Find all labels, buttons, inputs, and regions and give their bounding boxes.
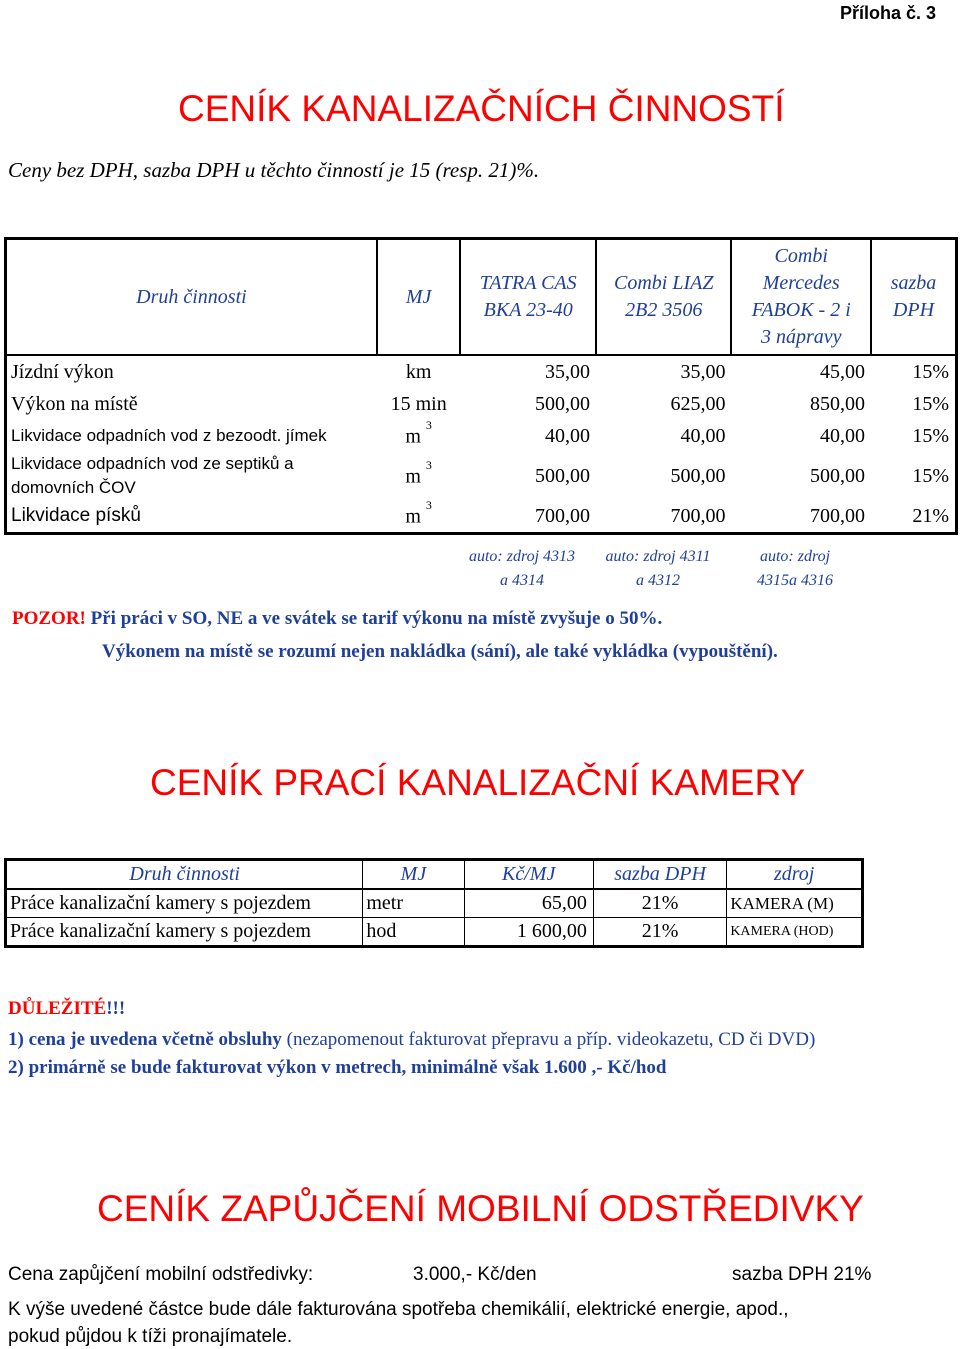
header-vat: sazba DPH [871,239,957,356]
table-header-row [6,239,957,356]
table-row: Práce kanalizační kamery s pojezdem hod 1 600,00 21% KAMERA (HOD) [6,918,863,947]
note-2: 2) primárně se bude fakturovat výkon v metrech, minimálně však 1.600 ,- Kč/hod [8,1057,667,1078]
source-liaz: auto: zdroj 4311 a 4312 [605,548,711,589]
rental-note-line2: pokud půjdou k tíži pronajímatele. [8,1326,293,1347]
rental-label: Cena zapůjčení mobilní odstředivky: [8,1264,314,1285]
table-row: Práce kanalizační kamery s pojezdem metr 65,00 21% KAMERA (M) [6,889,863,918]
header-liaz: Combi LIAZ 2B2 3506 [596,239,732,356]
table-row: Jízdní výkon km 35,00 35,00 45,00 15% [11,360,949,383]
header-price: Kč/MJ [464,860,593,890]
header-unit: MJ [377,239,461,356]
source-mercedes: auto: zdroj 4315a 4316 [757,548,833,589]
section1-title: CENÍK KANALIZAČNÍCH ČINNOSTÍ [178,88,785,129]
table-header-row [6,860,863,890]
section3-title: CENÍK ZAPŮJČENÍ MOBILNÍ ODSTŘEDIVKY [97,1188,864,1229]
table-row: Výkon na místě 15 min 500,00 625,00 850,00 15% [11,392,949,415]
section2-title: CENÍK PRACÍ KANALIZAČNÍ KAMERY [150,762,806,803]
warning-line1: POZOR! Při práci v SO, NE a ve svátek se tarif výkonu na místě zvyšuje o 50%. [12,608,663,629]
section1-subtitle: Ceny bez DPH, sazba DPH u těchto činností je 15 (resp. 21)%. [8,158,540,182]
rental-note-line1: K výše uvedené částce bude dále fakturována spotřeba chemikálií, elektrické energie, apod., [8,1299,789,1320]
camera-price-table [4,858,864,948]
header-vat: sazba DPH [593,860,726,890]
table-row: Likvidace odpadních vod ze septiků a domovních ČOV m $^3$ 500,00 500,00 500,00 15% [11,454,949,497]
rental-price: 3.000,- Kč/den [413,1264,537,1285]
source-tatra: auto: zdroj 4313 a 4314 [468,548,576,589]
header-activity: Druh činnosti [6,239,377,356]
header-mercedes: Combi Mercedes FABOK - 2 i 3 nápravy [731,239,870,356]
header-source: zdroj [727,860,863,890]
warning-label: POZOR! [12,608,86,629]
header-unit: MJ [363,860,464,890]
table-row: Likvidace odpadních vod z bezoodt. jímek m $^3$ 40,00 40,00 40,00 15% [11,417,949,448]
warning-line2: Výkonem na místě se rozumí nejen nakládka (sání), ale také vykládka (vypouštění). [102,641,778,662]
header-tatra: TATRA CAS BKA 23-40 [460,239,596,356]
rental-vat: sazba DPH 21% [732,1264,872,1285]
header-activity: Druh činnosti [6,860,363,890]
services-price-table [4,237,958,535]
table-row: Likvidace písků m $^3$ 700,00 700,00 700,00 21% [11,497,949,528]
appendix-label: Příloha č. 3 [839,3,936,23]
important-heading: DŮLEŽITÉ!!! [8,998,126,1019]
note-1: 1) cena je uvedena včetně obsluhy (nezapomenout fakturovat přepravu a příp. videokazetu, CD či DVD) [8,1029,816,1050]
